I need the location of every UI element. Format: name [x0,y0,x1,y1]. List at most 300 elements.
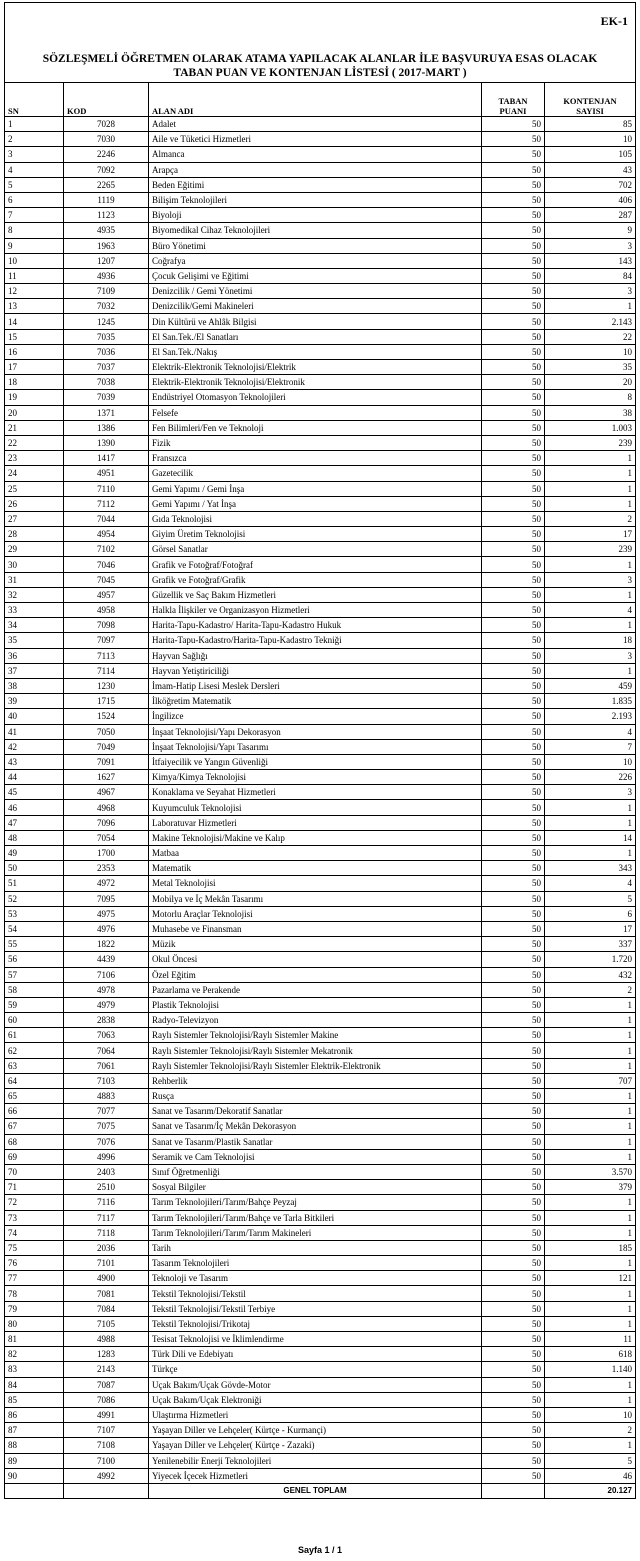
row-kontenjan-sayisi: 3.570 [545,1164,636,1179]
row-alan-adi: Grafik ve Fotoğraf/Grafik [149,572,482,587]
row-kontenjan-sayisi: 1 [545,1316,636,1331]
row-kod: 4991 [64,1407,149,1422]
row-taban-puani: 50 [482,1453,545,1468]
row-taban-puani: 50 [482,1347,545,1362]
row-kod: 7101 [64,1256,149,1271]
row-kontenjan-sayisi: 1 [545,846,636,861]
row-taban-puani: 50 [482,1271,545,1286]
row-alan-adi: Giyim Üretim Teknolojisi [149,527,482,542]
row-alan-adi: Tesisat Teknolojisi ve İklimlendirme [149,1332,482,1347]
table-row [5,861,636,876]
total-row [5,1483,636,1498]
row-alan-adi: Plastik Teknolojisi [149,997,482,1012]
row-alan-adi: Elektrik-Elektronik Teknolojisi/Elektrik [149,360,482,375]
table-row [5,603,636,618]
row-kontenjan-sayisi: 1 [545,1225,636,1240]
row-kontenjan-sayisi: 1 [545,1286,636,1301]
table-row [5,1119,636,1134]
row-kontenjan-sayisi: 379 [545,1180,636,1195]
row-kod: 7035 [64,329,149,344]
row-sn: 18 [5,375,64,390]
row-alan-adi: İnşaat Teknolojisi/Yapı Dekorasyon [149,724,482,739]
row-taban-puani: 50 [482,527,545,542]
table-row [5,223,636,238]
row-kontenjan-sayisi: 3 [545,572,636,587]
row-sn: 90 [5,1468,64,1483]
row-sn: 33 [5,603,64,618]
row-kontenjan-sayisi: 1.140 [545,1362,636,1377]
row-sn: 21 [5,420,64,435]
row-taban-puani: 50 [482,633,545,648]
header-ks-line-2: SAYISI [576,106,604,116]
row-sn: 71 [5,1180,64,1195]
row-kod: 7103 [64,1073,149,1088]
table-row [5,1013,636,1028]
row-taban-puani: 50 [482,876,545,891]
table-row [5,906,636,921]
row-sn: 77 [5,1271,64,1286]
table-row [5,542,636,557]
row-alan-adi: Müzik [149,937,482,952]
table-row [5,815,636,830]
row-sn: 44 [5,770,64,785]
row-taban-puani: 50 [482,739,545,754]
row-kontenjan-sayisi: 3 [545,785,636,800]
row-taban-puani: 50 [482,1377,545,1392]
row-kod: 7098 [64,618,149,633]
table-row [5,375,636,390]
table-row [5,1453,636,1468]
row-sn: 48 [5,830,64,845]
row-alan-adi: Tekstil Teknolojisi/Tekstil [149,1286,482,1301]
row-alan-adi: Yiyecek İçecek Hizmetleri [149,1468,482,1483]
row-sn: 73 [5,1210,64,1225]
row-kontenjan-sayisi: 38 [545,405,636,420]
row-taban-puani: 50 [482,861,545,876]
row-alan-adi: Konaklama ve Seyahat Hizmetleri [149,785,482,800]
row-sn: 72 [5,1195,64,1210]
row-taban-puani: 50 [482,238,545,253]
row-kod: 7045 [64,572,149,587]
row-kod: 7108 [64,1438,149,1453]
row-sn: 51 [5,876,64,891]
header-ks-line-1: KONTENJAN [563,96,617,106]
row-taban-puani: 50 [482,785,545,800]
row-taban-puani: 50 [482,1195,545,1210]
row-sn: 45 [5,785,64,800]
row-taban-puani: 50 [482,1225,545,1240]
table-row [5,1423,636,1438]
row-taban-puani: 50 [482,511,545,526]
row-kod: 7028 [64,117,149,132]
row-sn: 2 [5,132,64,147]
row-sn: 36 [5,648,64,663]
row-kod: 1390 [64,435,149,450]
table-row [5,1104,636,1119]
table-row [5,1332,636,1347]
row-kod: 7061 [64,1058,149,1073]
table-row [5,117,636,132]
table-row [5,1301,636,1316]
row-taban-puani: 50 [482,678,545,693]
row-kontenjan-sayisi: 1 [545,557,636,572]
row-kod: 7100 [64,1453,149,1468]
table-row [5,1195,636,1210]
row-kod: 7036 [64,344,149,359]
table-row [5,1362,636,1377]
row-alan-adi: Sosyal Bilgiler [149,1180,482,1195]
row-sn: 47 [5,815,64,830]
row-kontenjan-sayisi: 8 [545,390,636,405]
row-sn: 80 [5,1316,64,1331]
row-alan-adi: Fransızca [149,451,482,466]
row-sn: 32 [5,587,64,602]
row-kontenjan-sayisi: 4 [545,724,636,739]
row-sn: 43 [5,754,64,769]
row-sn: 40 [5,709,64,724]
row-taban-puani: 50 [482,906,545,921]
row-sn: 49 [5,846,64,861]
row-kod: 4439 [64,952,149,967]
row-sn: 15 [5,329,64,344]
row-kontenjan-sayisi: 2.193 [545,709,636,724]
row-alan-adi: Arapça [149,162,482,177]
row-sn: 24 [5,466,64,481]
row-alan-adi: Din Kültürü ve Ahlâk Bilgisi [149,314,482,329]
row-kontenjan-sayisi: 46 [545,1468,636,1483]
row-alan-adi: Büro Yönetimi [149,238,482,253]
row-alan-adi: Metal Teknolojisi [149,876,482,891]
row-alan-adi: Elektrik-Elektronik Teknolojisi/Elektronik [149,375,482,390]
table-row [5,238,636,253]
row-sn: 87 [5,1423,64,1438]
row-sn: 10 [5,253,64,268]
row-taban-puani: 50 [482,1028,545,1043]
row-alan-adi: Hayvan Sağlığı [149,648,482,663]
row-taban-puani: 50 [482,1089,545,1104]
row-sn: 84 [5,1377,64,1392]
row-kod: 7109 [64,284,149,299]
row-alan-adi: Laboratuvar Hizmetleri [149,815,482,830]
row-kontenjan-sayisi: 1 [545,1104,636,1119]
row-sn: 7 [5,208,64,223]
row-kontenjan-sayisi: 1 [545,451,636,466]
header-alan-adi: ALAN ADI [149,83,482,117]
row-alan-adi: Özel Eğitim [149,967,482,982]
row-alan-adi: Çocuk Gelişimi ve Eğitimi [149,268,482,283]
row-kod: 4958 [64,603,149,618]
row-sn: 69 [5,1149,64,1164]
row-kontenjan-sayisi: 105 [545,147,636,162]
row-taban-puani: 50 [482,435,545,450]
row-taban-puani: 50 [482,587,545,602]
row-kod: 2403 [64,1164,149,1179]
row-kontenjan-sayisi: 4 [545,603,636,618]
row-alan-adi: Endüstriyel Otomasyon Teknolojileri [149,390,482,405]
row-sn: 11 [5,268,64,283]
row-alan-adi: Motorlu Araçlar Teknolojisi [149,906,482,921]
row-kod: 4978 [64,982,149,997]
table-row [5,1089,636,1104]
row-taban-puani: 50 [482,375,545,390]
row-kontenjan-sayisi: 5 [545,891,636,906]
row-alan-adi: Tekstil Teknolojisi/Trikotaj [149,1316,482,1331]
table-row [5,800,636,815]
row-sn: 6 [5,192,64,207]
row-taban-puani: 50 [482,132,545,147]
row-sn: 25 [5,481,64,496]
row-kontenjan-sayisi: 1 [545,1210,636,1225]
row-sn: 78 [5,1286,64,1301]
row-taban-puani: 50 [482,997,545,1012]
row-kontenjan-sayisi: 185 [545,1240,636,1255]
table-row [5,466,636,481]
row-kod: 7054 [64,830,149,845]
row-alan-adi: Raylı Sistemler Teknolojisi/Raylı Sistemler Mekatronik [149,1043,482,1058]
row-sn: 17 [5,360,64,375]
row-kontenjan-sayisi: 1 [545,997,636,1012]
row-kontenjan-sayisi: 1 [545,496,636,511]
row-alan-adi: Radyo-Televizyon [149,1013,482,1028]
row-kontenjan-sayisi: 1 [545,1377,636,1392]
row-kod: 2838 [64,1013,149,1028]
row-kontenjan-sayisi: 1 [545,1195,636,1210]
row-taban-puani: 50 [482,952,545,967]
row-kod: 7084 [64,1301,149,1316]
row-kod: 1524 [64,709,149,724]
row-kod: 7064 [64,1043,149,1058]
row-kontenjan-sayisi: 1 [545,1089,636,1104]
row-alan-adi: Rusça [149,1089,482,1104]
row-alan-adi: Matematik [149,861,482,876]
row-alan-adi: Halkla İlişkiler ve Organizasyon Hizmetleri [149,603,482,618]
table-row [5,891,636,906]
table-row [5,1407,636,1422]
row-taban-puani: 50 [482,1164,545,1179]
table-row [5,1286,636,1301]
row-alan-adi: Tasarım Teknolojileri [149,1256,482,1271]
row-alan-adi: Seramik ve Cam Teknolojisi [149,1149,482,1164]
row-kontenjan-sayisi: 1 [545,1028,636,1043]
table-row [5,982,636,997]
table-row [5,208,636,223]
row-taban-puani: 50 [482,1119,545,1134]
row-sn: 34 [5,618,64,633]
row-sn: 55 [5,937,64,952]
row-kontenjan-sayisi: 18 [545,633,636,648]
row-alan-adi: Fizik [149,435,482,450]
table-row [5,162,636,177]
row-taban-puani: 50 [482,572,545,587]
row-kod: 2510 [64,1180,149,1195]
row-sn: 88 [5,1438,64,1453]
table-row [5,1210,636,1225]
row-sn: 20 [5,405,64,420]
row-taban-puani: 50 [482,329,545,344]
row-kod: 7117 [64,1210,149,1225]
row-alan-adi: Sanat ve Tasarım/Plastik Sanatlar [149,1134,482,1149]
row-kod: 7102 [64,542,149,557]
row-sn: 19 [5,390,64,405]
row-taban-puani: 50 [482,921,545,936]
row-taban-puani: 50 [482,1438,545,1453]
row-alan-adi: Tekstil Teknolojisi/Tekstil Terbiye [149,1301,482,1316]
row-sn: 30 [5,557,64,572]
row-kontenjan-sayisi: 406 [545,192,636,207]
row-kod: 4900 [64,1271,149,1286]
total-value: 20.127 [545,1483,636,1498]
row-sn: 76 [5,1256,64,1271]
total-label: GENEL TOPLAM [149,1483,482,1498]
table-row [5,1180,636,1195]
row-taban-puani: 50 [482,709,545,724]
row-taban-puani: 50 [482,1104,545,1119]
row-kontenjan-sayisi: 702 [545,177,636,192]
row-taban-puani: 50 [482,1407,545,1422]
row-kod: 4972 [64,876,149,891]
row-sn: 53 [5,906,64,921]
row-alan-adi: Pazarlama ve Perakende [149,982,482,997]
row-taban-puani: 50 [482,451,545,466]
table-row [5,1468,636,1483]
row-kod: 4883 [64,1089,149,1104]
row-alan-adi: Türk Dili ve Edebiyatı [149,1347,482,1362]
table-row [5,1377,636,1392]
row-kod: 2265 [64,177,149,192]
row-kontenjan-sayisi: 84 [545,268,636,283]
row-kontenjan-sayisi: 22 [545,329,636,344]
table-row [5,435,636,450]
row-taban-puani: 50 [482,770,545,785]
row-sn: 23 [5,451,64,466]
row-sn: 16 [5,344,64,359]
row-sn: 74 [5,1225,64,1240]
row-sn: 66 [5,1104,64,1119]
table-row [5,739,636,754]
row-taban-puani: 50 [482,603,545,618]
table-row [5,284,636,299]
row-taban-puani: 50 [482,542,545,557]
row-sn: 35 [5,633,64,648]
row-taban-puani: 50 [482,208,545,223]
row-sn: 8 [5,223,64,238]
row-alan-adi: Felsefe [149,405,482,420]
row-kontenjan-sayisi: 1 [545,663,636,678]
row-sn: 81 [5,1332,64,1347]
row-alan-adi: Grafik ve Fotoğraf/Fotoğraf [149,557,482,572]
row-kod: 2353 [64,861,149,876]
row-taban-puani: 50 [482,815,545,830]
table-row [5,724,636,739]
row-kontenjan-sayisi: 1 [545,1043,636,1058]
row-taban-puani: 50 [482,846,545,861]
row-kod: 7039 [64,390,149,405]
row-kod: 1230 [64,678,149,693]
table-row [5,754,636,769]
table-row [5,678,636,693]
row-alan-adi: Tarım Teknolojileri/Tarım/Bahçe Peyzaj [149,1195,482,1210]
row-alan-adi: Gıda Teknolojisi [149,511,482,526]
row-taban-puani: 50 [482,405,545,420]
row-kod: 7030 [64,132,149,147]
row-kod: 7092 [64,162,149,177]
table-row [5,527,636,542]
row-sn: 41 [5,724,64,739]
quota-table [4,82,636,1499]
row-kod: 7096 [64,815,149,830]
row-kontenjan-sayisi: 707 [545,1073,636,1088]
row-kod: 7075 [64,1119,149,1134]
row-taban-puani: 50 [482,663,545,678]
table-row [5,1073,636,1088]
row-kod: 4968 [64,800,149,815]
row-kod: 1371 [64,405,149,420]
row-taban-puani: 50 [482,1286,545,1301]
row-kod: 1245 [64,314,149,329]
row-alan-adi: Türkçe [149,1362,482,1377]
table-row [5,1149,636,1164]
row-alan-adi: Uçak Bakım/Uçak Gövde-Motor [149,1377,482,1392]
table-row [5,1256,636,1271]
row-kod: 7044 [64,511,149,526]
row-kontenjan-sayisi: 1 [545,481,636,496]
row-taban-puani: 50 [482,162,545,177]
row-sn: 28 [5,527,64,542]
row-taban-puani: 50 [482,1073,545,1088]
row-kod: 4957 [64,587,149,602]
table-row [5,1058,636,1073]
row-kod: 1207 [64,253,149,268]
row-sn: 37 [5,663,64,678]
table-header-row [5,83,636,117]
row-kod: 7049 [64,739,149,754]
table-row [5,1164,636,1179]
row-kontenjan-sayisi: 1 [545,1013,636,1028]
row-kod: 4996 [64,1149,149,1164]
row-sn: 56 [5,952,64,967]
row-sn: 82 [5,1347,64,1362]
row-taban-puani: 50 [482,694,545,709]
row-kod: 7112 [64,496,149,511]
row-kod: 4975 [64,906,149,921]
row-taban-puani: 50 [482,117,545,132]
header-sn: SN [5,83,64,117]
table-row [5,694,636,709]
row-sn: 5 [5,177,64,192]
row-taban-puani: 50 [482,1134,545,1149]
row-taban-puani: 50 [482,360,545,375]
row-alan-adi: Görsel Sanatlar [149,542,482,557]
row-sn: 64 [5,1073,64,1088]
row-taban-puani: 50 [482,1013,545,1028]
row-sn: 57 [5,967,64,982]
row-kontenjan-sayisi: 1 [545,1058,636,1073]
row-kontenjan-sayisi: 10 [545,132,636,147]
row-taban-puani: 50 [482,284,545,299]
table-row [5,299,636,314]
row-kontenjan-sayisi: 10 [545,1407,636,1422]
row-taban-puani: 50 [482,618,545,633]
row-kontenjan-sayisi: 3 [545,648,636,663]
row-alan-adi: Sanat ve Tasarım/Dekoratif Sanatlar [149,1104,482,1119]
row-sn: 70 [5,1164,64,1179]
row-kod: 1627 [64,770,149,785]
row-alan-adi: Makine Teknolojisi/Makine ve Kalıp [149,830,482,845]
header-tp-line-1: TABAN [498,96,528,106]
row-alan-adi: Adalet [149,117,482,132]
row-kod: 1123 [64,208,149,223]
row-kod: 2143 [64,1362,149,1377]
